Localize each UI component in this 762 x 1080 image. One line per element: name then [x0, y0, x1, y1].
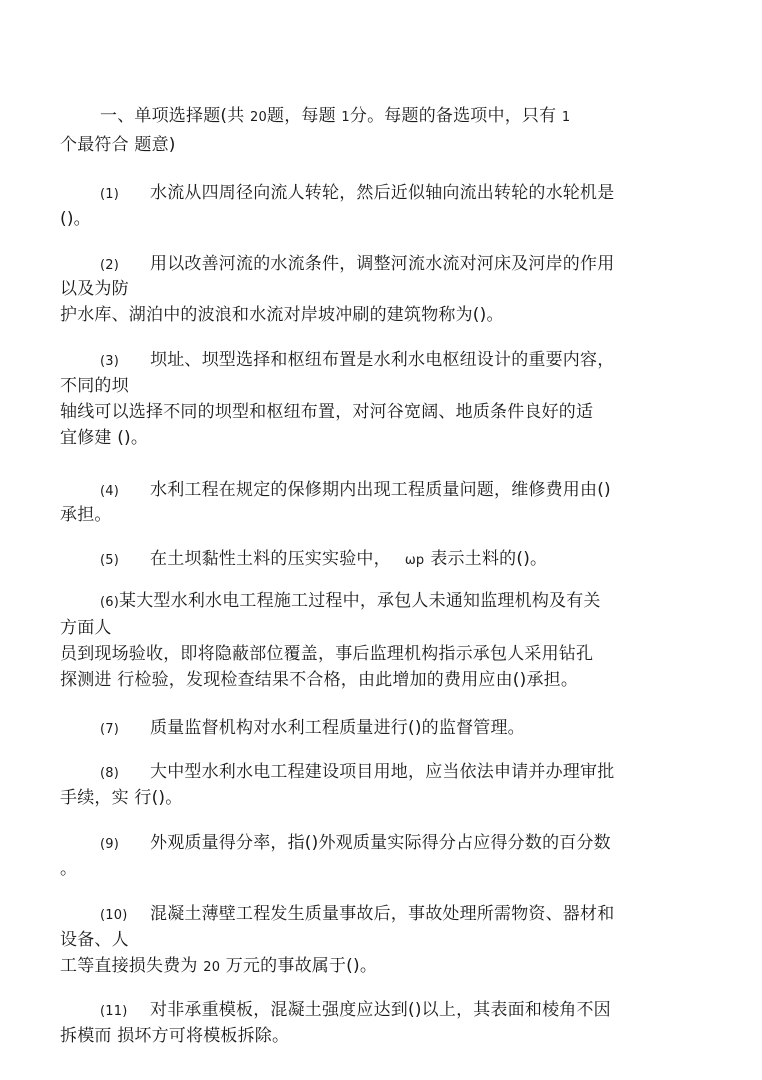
question-6-cont: 方面人: [60, 618, 112, 638]
question-6-cont: 探测进 行检验，发现检查结果不合格，由此增加的费用应由()承担。: [60, 670, 579, 690]
question-text: 大中型水利水电工程建设项目用地，应当依法申请并办理审批: [150, 762, 615, 782]
question-8: [100, 761, 614, 785]
question-number: (10): [100, 908, 128, 923]
question-text: 表示土料的()。: [430, 549, 548, 569]
question-11-cont: 拆模而 损坏方可将模板拆除。: [60, 1026, 290, 1046]
question-1: [100, 182, 614, 206]
question-count: 20: [250, 110, 267, 125]
question-10: [100, 903, 614, 927]
question-10-cont: [60, 955, 377, 979]
question-text: 某大型水利水电工程施工过程中，承包人未通知监理机构及有关: [119, 591, 601, 611]
heading-text: 题，每题: [267, 106, 342, 126]
question-number: (1): [100, 187, 120, 202]
question-text: 万元的事故属于()。: [220, 956, 378, 976]
question-10-cont: 设备、人: [60, 930, 129, 950]
question-9-cont: 。: [60, 859, 78, 879]
question-2-cont: 护水库、湖泊中的波浪和水流对岸坡冲刷的建筑物称为()。: [60, 305, 504, 325]
question-8-cont: 手续，实 行()。: [60, 788, 183, 808]
question-text: 工等直接损失费为: [60, 956, 204, 976]
question-3-cont: 宜修建 ()。: [60, 428, 149, 448]
question-number: (3): [100, 354, 120, 369]
question-text: 对非承重模板，混凝土强度应达到()以上，其表面和棱角不因: [150, 1000, 611, 1020]
question-3-cont: 轴线可以选择不同的坝型和枢纽布置，对河谷宽阔、地质条件良好的适: [60, 402, 594, 422]
question-4-cont: 承担。: [60, 505, 112, 525]
symbol-omega-p: ωp: [404, 553, 425, 568]
question-text: 水流从四周径向流人转轮，然后近似轴向流出转轮的水轮机是: [150, 183, 615, 203]
question-number: (2): [100, 258, 120, 273]
question-3-cont: 不同的坝: [60, 376, 129, 396]
question-3: [100, 349, 614, 373]
question-6-cont: 员到现场验收，即将隐蔽部位覆盖，事后监理机构指示承包人采用钻孔: [60, 644, 594, 664]
question-5: [100, 548, 547, 572]
question-text: 水利工程在规定的保修期内出现工程质量问题，维修费用由(): [150, 480, 611, 500]
question-number: (4): [100, 484, 120, 499]
amount-value: 20: [203, 960, 221, 975]
question-6: [100, 590, 601, 614]
option-count: 1: [561, 110, 571, 125]
question-text: 混凝土薄壁工程发生质量事故后，事故处理所需物资、器材和: [150, 904, 615, 924]
question-9: [100, 832, 611, 856]
question-2-cont: 以及为防: [60, 279, 129, 299]
heading-text: 分。每题的备选项中，只有: [349, 106, 562, 126]
question-2: [100, 253, 614, 277]
question-1-cont: ()。: [60, 209, 91, 229]
question-number: (9): [100, 837, 120, 852]
question-text: 外观质量得分率，指()外观质量实际得分占应得分数的百分数: [150, 833, 611, 853]
question-number: (7): [100, 722, 120, 737]
question-number: (5): [100, 553, 120, 568]
question-text: 用以改善河流的水流条件，调整河流水流对河床及河岸的作用: [150, 254, 615, 274]
question-text: 在土坝黏性土料的压实实验中，: [150, 549, 391, 569]
question-text: 坝址、坝型选择和枢纽布置是水利水电枢纽设计的重要内容，: [150, 350, 615, 370]
heading-text: 一、单项选择题(共: [100, 106, 251, 126]
question-text: 质量监督机构对水利工程质量进行()的监督管理。: [150, 718, 525, 738]
question-4: [100, 479, 611, 503]
question-7: [100, 717, 525, 741]
section-heading-cont: 个最符合 题意): [60, 135, 176, 155]
section-heading: [100, 105, 570, 129]
question-number: (6): [100, 595, 120, 610]
question-number: (11): [100, 1004, 128, 1019]
question-number: (8): [100, 766, 120, 781]
score-per-question: 1: [341, 110, 350, 125]
question-11: [100, 999, 611, 1023]
